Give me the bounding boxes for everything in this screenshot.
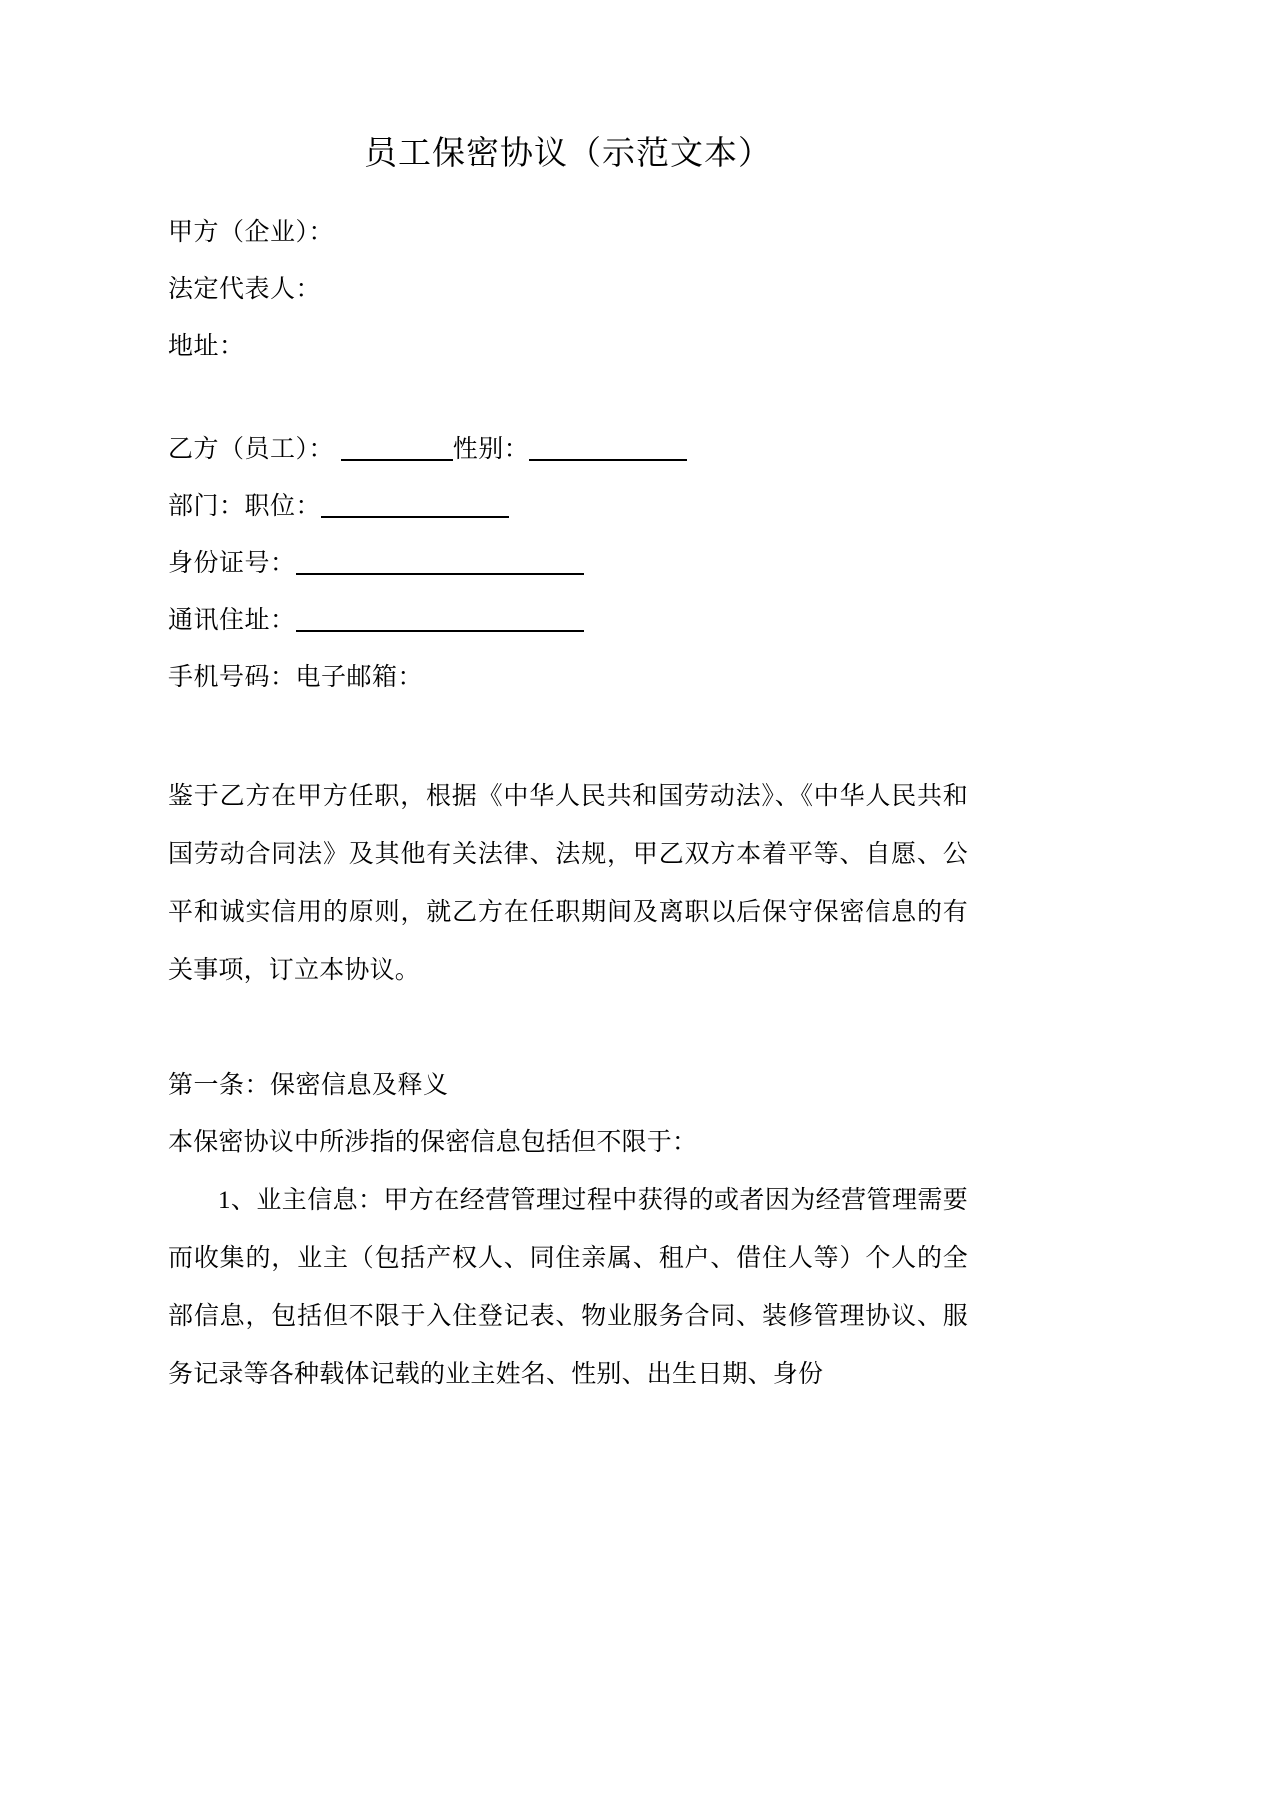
- preamble-paragraph: 鉴于乙方在甲方任职，根据《中华人民共和国劳动法》、《中华人民共和国劳动合同法》及其他有关法律、法规，甲乙双方本着平等、自愿、公平和诚实信用的原则，就乙方在任职期间及离职以后保守保密信息的有关事项，订立本协议。: [168, 783, 968, 984]
- section-spacer: [168, 375, 968, 421]
- field-party-b-department-position: [168, 478, 968, 535]
- employee-name-blank[interactable]: [341, 439, 453, 461]
- clause-spacer: [168, 1000, 968, 1056]
- employee-gender-blank[interactable]: [529, 439, 687, 461]
- field-party-b-mobile-email: [168, 649, 968, 706]
- party-b-mailing-address-label: 通讯住址：: [168, 607, 296, 634]
- clause-one-item-1: 1、业主信息：甲方在经营管理过程中获得的或者因为经营管理需要而收集的，业主（包括产权人、同住亲属、租户、借住人等）个人的全部信息，包括但不限于入住登记表、物业服务合同、装修管理协议、服务记录等各种载体记载的业主姓名、性别、出生日期、身份: [168, 1187, 968, 1388]
- party-b-mobile-label: 手机号码：: [168, 664, 296, 691]
- employee-position-blank[interactable]: [321, 496, 509, 518]
- field-party-b-mailing-address: [168, 592, 968, 649]
- party-b-department-label: 部门：: [168, 493, 245, 520]
- field-party-a-legal-rep: [168, 261, 968, 318]
- employee-id-number-blank[interactable]: [296, 553, 584, 575]
- party-a-address-label: 地址：: [168, 333, 245, 360]
- party-b-gender-label: 性别：: [452, 436, 530, 463]
- field-party-b-employee: [168, 421, 968, 478]
- party-b-position-label: 职位：: [244, 493, 322, 520]
- page-title: 员工保密协议（示范文本）: [364, 136, 772, 172]
- field-party-b-id-number: [168, 535, 968, 592]
- preamble-spacer: [168, 706, 968, 768]
- employee-mailing-address-blank[interactable]: [296, 610, 584, 632]
- field-party-a-address: [168, 318, 968, 375]
- party-b-employee-label: 乙方（员工）：: [168, 436, 335, 463]
- party-a-legal-rep-label: 法定代表人：: [168, 276, 322, 303]
- field-party-a-company: [168, 204, 968, 261]
- party-a-company-label: 甲方（企业）：: [168, 219, 335, 246]
- party-b-id-number-label: 身份证号：: [168, 550, 296, 577]
- clause-one-intro: 本保密协议中所涉指的保密信息包括但不限于：: [168, 1129, 698, 1156]
- clause-one-heading: 第一条：保密信息及释义: [168, 1070, 449, 1099]
- party-b-email-label: 电子邮箱：: [295, 664, 424, 691]
- document-content: [168, 0, 968, 1404]
